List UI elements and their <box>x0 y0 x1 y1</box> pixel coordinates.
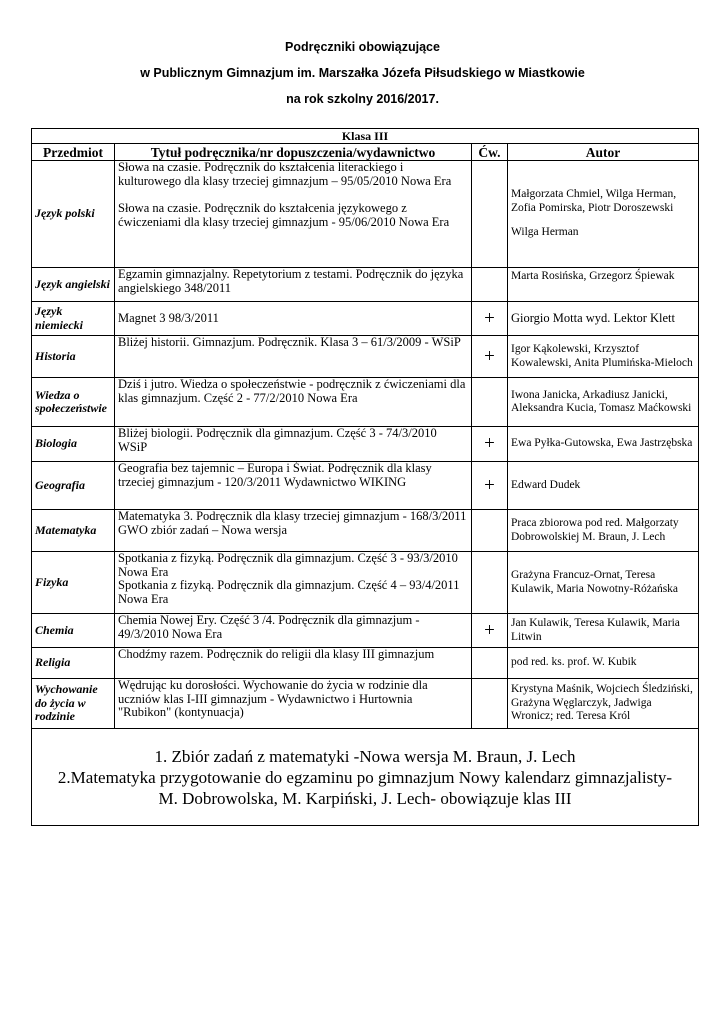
class-title: Klasa III <box>32 129 699 144</box>
title-cell: Chodźmy razem. Podręcznik do religii dla klasy III gimnazjum <box>115 648 472 679</box>
subject-cell: Religia <box>32 648 115 679</box>
table-row <box>32 648 699 679</box>
author-cell: Edward Dudek <box>508 462 699 510</box>
exercise-cell: + <box>472 336 508 378</box>
table-row <box>32 510 699 552</box>
table-row <box>32 462 699 510</box>
subject-cell: Język niemiecki <box>32 302 115 336</box>
exercise-cell <box>472 268 508 302</box>
table-row <box>32 378 699 427</box>
table-row <box>32 552 699 614</box>
subject-cell: Język angielski <box>32 268 115 302</box>
table-row <box>32 679 699 729</box>
author-cell: Marta Rosińska, Grzegorz Śpiewak <box>508 268 699 302</box>
footer-note-line: 2.Matematyka przygotowanie do egzaminu po gimnazjum Nowy kalendarz gimnazjalisty- <box>57 767 673 787</box>
column-header-exercise: Ćw. <box>472 144 508 161</box>
school-name: w Publicznym Gimnazjum im. Marszałka Józefa Piłsudskiego w Miastkowie <box>140 66 585 80</box>
subject-cell: Fizyka <box>32 552 115 614</box>
subject-cell: Wiedza o społeczeństwie <box>32 378 115 427</box>
footer-note <box>32 729 699 826</box>
exercise-cell <box>472 510 508 552</box>
author-cell: Grażyna Francuz-Ornat, Teresa Kulawik, Maria Nowotny-Różańska <box>508 552 699 614</box>
subject-cell: Matematyka <box>32 510 115 552</box>
textbook-table <box>31 128 699 826</box>
exercise-cell <box>472 378 508 427</box>
table-row <box>32 336 699 378</box>
author-cell <box>508 161 699 268</box>
exercise-cell: + <box>472 462 508 510</box>
exercise-cell: + <box>472 614 508 648</box>
column-header-subject: Przedmiot <box>32 144 115 161</box>
title-cell <box>115 161 472 268</box>
author-text: Wilga Herman <box>511 226 579 239</box>
author-cell: Igor Kąkolewski, Krzysztof Kowalewski, Anita Plumińska-Mieloch <box>508 336 699 378</box>
author-cell: Krystyna Maśnik, Wojciech Śledziński, Grażyna Węglarczyk, Jadwiga Wronicz; red. Teresa Król <box>508 679 699 729</box>
title-cell: Bliżej historii. Gimnazjum. Podręcznik. Klasa 3 – 61/3/2009 - WSiP <box>115 336 472 378</box>
table-row <box>32 268 699 302</box>
exercise-cell <box>472 648 508 679</box>
footer-note-line: 1. Zbiór zadań z matematyki -Nowa wersja M. Braun, J. Lech <box>154 746 576 766</box>
exercise-cell <box>472 161 508 268</box>
title-cell <box>115 552 472 614</box>
document-title: Podręczniki obowiązujące <box>285 40 440 54</box>
title-cell: Geografia bez tajemnic – Europa i Świat. Podręcznik dla klasy trzeciej gimnazjum - 120/3/2011 Wydawnictwo WIKING <box>115 462 472 510</box>
author-cell: Giorgio Motta wyd. Lektor Klett <box>508 302 699 336</box>
title-text: Spotkania z fizyką. Podręcznik dla gimnazjum. Część 4 – 93/4/2011 Nowa Era <box>118 578 460 606</box>
footer-note-line: M. Dobrowolska, M. Karpiński, J. Lech- obowiązuje klas III <box>158 788 572 808</box>
title-cell: Magnet 3 98/3/2011 <box>115 302 472 336</box>
subject-cell: Historia <box>32 336 115 378</box>
author-cell: pod red. ks. prof. W. Kubik <box>508 648 699 679</box>
table-row <box>32 161 699 268</box>
school-year: na rok szkolny 2016/2017. <box>286 92 439 106</box>
author-cell: Ewa Pyłka-Gutowska, Ewa Jastrzębska <box>508 427 699 462</box>
title-cell: Chemia Nowej Ery. Część 3 /4. Podręcznik dla gimnazjum - 49/3/2010 Nowa Era <box>115 614 472 648</box>
subject-cell: Wychowanie do życia w rodzinie <box>32 679 115 729</box>
title-cell: Egzamin gimnazjalny. Repetytorium z testami. Podręcznik do języka angielskiego 348/2011 <box>115 268 472 302</box>
exercise-cell <box>472 679 508 729</box>
title-cell: Bliżej biologii. Podręcznik dla gimnazjum. Część 3 - 74/3/2010 WSiP <box>115 427 472 462</box>
table-row <box>32 427 699 462</box>
table-row <box>32 302 699 336</box>
exercise-cell <box>472 552 508 614</box>
author-cell: Jan Kulawik, Teresa Kulawik, Maria Litwin <box>508 614 699 648</box>
subject-cell: Geografia <box>32 462 115 510</box>
subject-cell: Biologia <box>32 427 115 462</box>
author-cell: Praca zbiorowa pod red. Małgorzaty Dobrowolskiej M. Braun, J. Lech <box>508 510 699 552</box>
column-header-author: Autor <box>508 144 699 161</box>
column-header-title: Tytuł podręcznika/nr dopuszczenia/wydawnictwo <box>115 144 472 161</box>
author-cell: Iwona Janicka, Arkadiusz Janicki, Aleksandra Kucia, Tomasz Maćkowski <box>508 378 699 427</box>
title-text: Słowa na czasie. Podręcznik do kształcenia językowego z ćwiczeniami dla klasy trzeciej gimnazjum - 95/06/2010 Nowa Era <box>118 201 450 229</box>
author-text: Małgorzata Chmiel, Wilga Herman, Zofia Pomirska, Piotr Doroszewski <box>511 188 677 214</box>
subject-cell: Język polski <box>32 161 115 268</box>
title-text: Słowa na czasie. Podręcznik do kształcenia literackiego i kulturowego dla klasy trzeciej gimnazjum – 95/05/2010 Nowa Era <box>118 160 452 188</box>
table-row <box>32 614 699 648</box>
exercise-cell: + <box>472 427 508 462</box>
title-cell: Wędrując ku dorosłości. Wychowanie do życia w rodzinie dla uczniów klas I-III gimnazjum - Wydawnictwo i Hurtownia "Rubikon" (kontynuacja) <box>115 679 472 729</box>
subject-cell: Chemia <box>32 614 115 648</box>
footer-note-row <box>32 729 699 826</box>
title-cell: Dziś i jutro. Wiedza o społeczeństwie - podręcznik z ćwiczeniami dla klas gimnazjum. Część 2 - 77/2/2010 Nowa Era <box>115 378 472 427</box>
exercise-cell: + <box>472 302 508 336</box>
title-text: Spotkania z fizyką. Podręcznik dla gimnazjum. Część 3 - 93/3/2010 Nowa Era <box>118 551 458 579</box>
title-cell: Matematyka 3. Podręcznik dla klasy trzeciej gimnazjum - 168/3/2011 GWO zbiór zadań – Nowa wersja <box>115 510 472 552</box>
